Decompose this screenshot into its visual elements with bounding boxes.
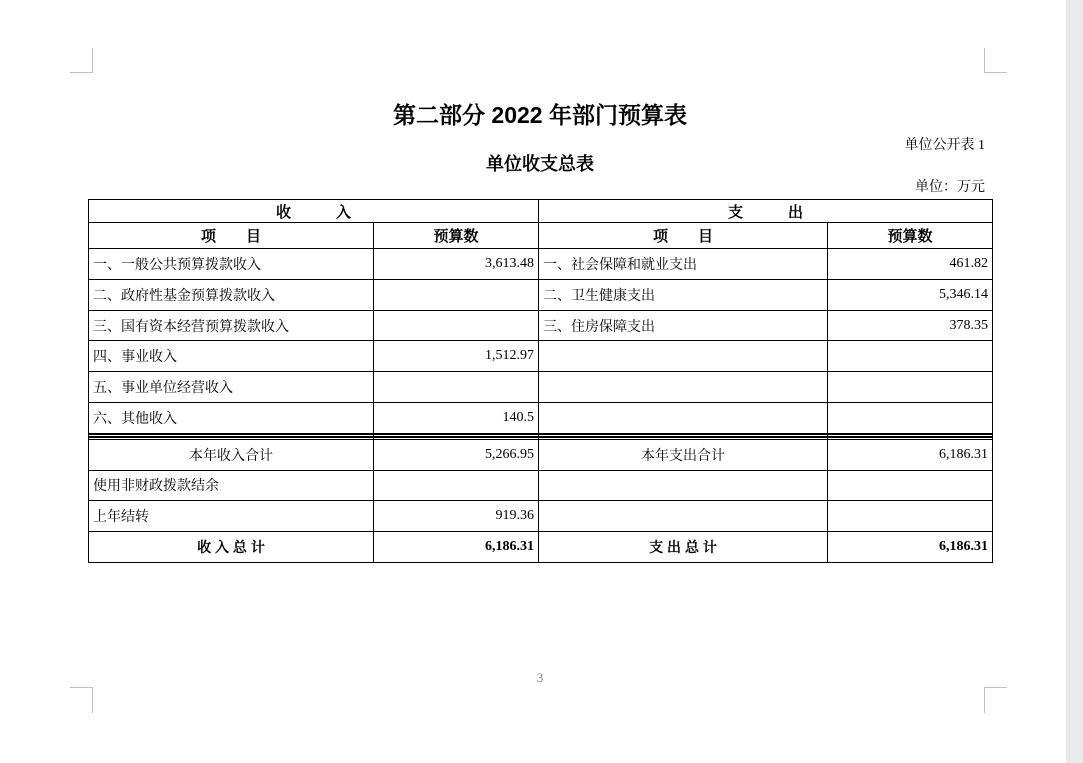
table-row (89, 439, 993, 470)
expense-budget-header: 预算数 (828, 223, 993, 249)
expense-value-cell: 378.35 (828, 310, 993, 341)
income-value-cell: 3,613.48 (374, 249, 539, 280)
expense-value-cell: 6,186.31 (828, 532, 993, 563)
income-item-header: 项 目 (89, 223, 374, 249)
income-item-cell: 上年结转 (89, 501, 374, 532)
table-row (89, 249, 993, 280)
table-row (89, 372, 993, 403)
income-item-cell: 二、政府性基金预算拨款收入 (89, 279, 374, 310)
column-header-row (89, 223, 993, 249)
expense-value-cell (828, 501, 993, 532)
expense-value-cell: 461.82 (828, 249, 993, 280)
table-row (89, 279, 993, 310)
income-value-cell: 5,266.95 (374, 439, 539, 470)
expense-value-cell (828, 470, 993, 501)
income-item-cell: 四、事业收入 (89, 341, 374, 372)
expense-value-cell (828, 341, 993, 372)
income-section-header: 收 入 (89, 200, 539, 223)
income-item-cell: 一、一般公共预算拨款收入 (89, 249, 374, 280)
table-row (89, 403, 993, 434)
income-item-cell: 使用非财政拨款结余 (89, 470, 374, 501)
table-label: 单位公开表 1 (904, 138, 985, 153)
income-budget-header: 预算数 (374, 223, 539, 249)
income-value-cell (374, 372, 539, 403)
crop-mark-top-left (70, 48, 93, 73)
table-row (89, 341, 993, 372)
expense-item-cell: 三、住房保障支出 (539, 310, 828, 341)
income-item-cell: 五、事业单位经营收入 (89, 372, 374, 403)
income-value-cell: 919.36 (374, 501, 539, 532)
expense-item-header: 项 目 (539, 223, 828, 249)
page-number: 3 (536, 670, 544, 685)
income-value-cell: 1,512.97 (374, 341, 539, 372)
crop-mark-top-right (984, 48, 1007, 73)
income-item-cell: 六、其他收入 (89, 403, 374, 434)
expense-value-cell: 6,186.31 (828, 439, 993, 470)
income-value-cell (374, 310, 539, 341)
budget-table (88, 199, 993, 563)
crop-mark-bottom-left (70, 687, 93, 713)
expense-item-cell (539, 403, 828, 434)
income-item-cell: 收 入 总 计 (89, 532, 374, 563)
expense-value-cell (828, 403, 993, 434)
expense-item-cell: 二、卫生健康支出 (539, 279, 828, 310)
expense-value-cell (828, 372, 993, 403)
expense-item-cell: 本年支出合计 (539, 439, 828, 470)
expense-item-cell (539, 470, 828, 501)
income-value-cell: 140.5 (374, 403, 539, 434)
expense-value-cell: 5,346.14 (828, 279, 993, 310)
table-row (89, 310, 993, 341)
unit-note: 单位：万元 (915, 180, 985, 195)
section-header-row (89, 200, 993, 223)
page-title: 第二部分 2022 年部门预算表 (393, 102, 687, 128)
expense-item-cell (539, 341, 828, 372)
table-row (89, 532, 993, 563)
crop-mark-bottom-right (984, 687, 1007, 713)
expense-item-cell (539, 501, 828, 532)
income-item-cell: 本年收入合计 (89, 439, 374, 470)
budget-table-body (89, 249, 993, 563)
table-row (89, 470, 993, 501)
expense-item-cell: 支 出 总 计 (539, 532, 828, 563)
table-row (89, 501, 993, 532)
income-value-cell (374, 470, 539, 501)
income-item-cell: 三、国有资本经营预算拨款收入 (89, 310, 374, 341)
expense-section-header: 支 出 (539, 200, 993, 223)
expense-item-cell (539, 372, 828, 403)
income-value-cell (374, 279, 539, 310)
subtitle: 单位收支总表 (486, 154, 594, 174)
expense-item-cell: 一、社会保障和就业支出 (539, 249, 828, 280)
income-value-cell: 6,186.31 (374, 532, 539, 563)
viewer-background (1066, 0, 1083, 763)
